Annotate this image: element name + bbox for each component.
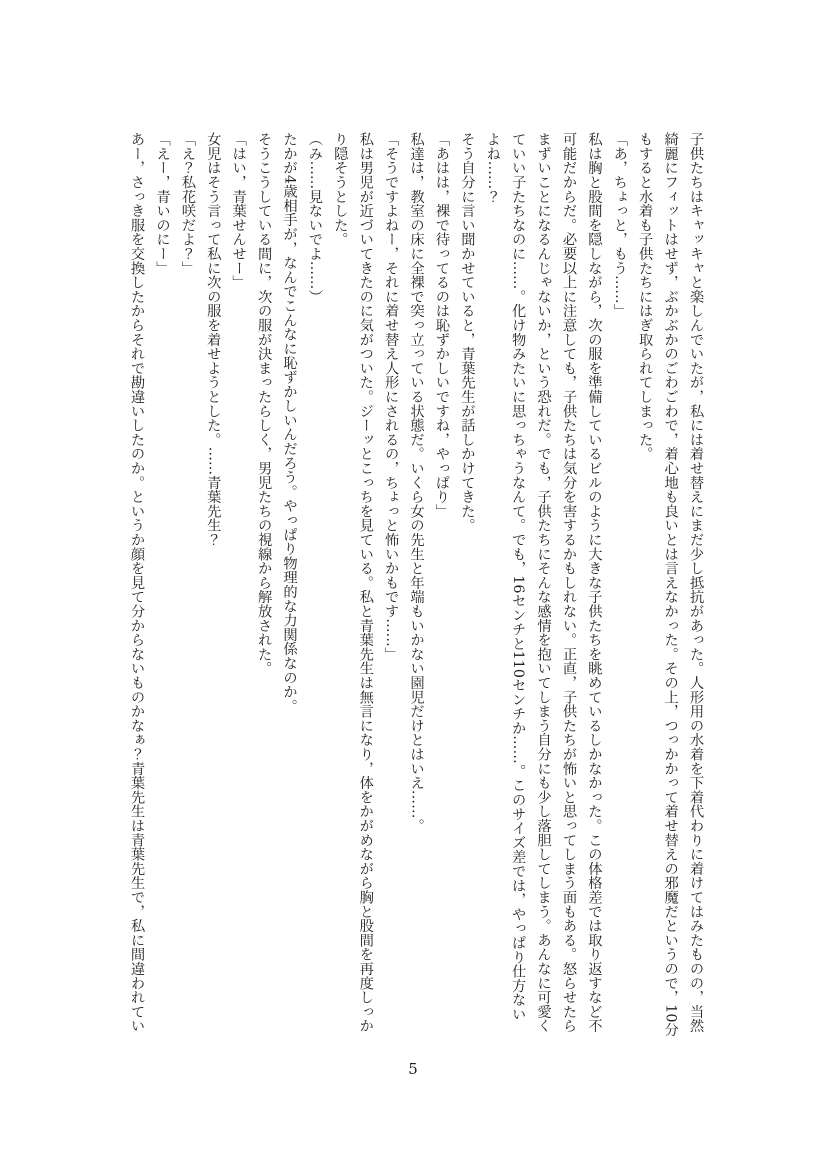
text-column: （み……見ないでよ……）: [306, 132, 323, 304]
text-column: 「あ，ちょっと，もう……」: [611, 132, 628, 318]
text-column: 子供たちはキャッキャと楽しんでいたが，私には着せ替えにまだ少し抵抗があった。人形用の水着を下着代わりに着けてはみたものの，当然: [688, 132, 704, 1033]
text-column: 「あはは，裸で待ってるのは恥ずかしいですね，やっぱり」: [433, 132, 450, 519]
text-column: 「えー，青いのにー」: [154, 132, 171, 275]
text-column: まずいことになるんじゃないか，という恐れだ。でも，子供たちにそんな感情を抱いてしまう自分にも少し落胆してしまう。あんなに可愛く: [535, 132, 552, 1033]
text-column: 私は男児が近づいてきたのに気がついた。ジーッとこっちを見ている。私と青葉先生は無言になり，体をかがめながら胸と股間を再度しっか: [357, 132, 374, 1033]
text-column: り隠そうとした。: [332, 132, 349, 247]
text-column: 「はい，青葉せんせー」: [230, 132, 247, 290]
text-column: よね……？: [484, 132, 501, 204]
text-column: 可能だからだ。必要以上に注意しても，子供たちは気分を害するかもしれない。正直，子供たちが怖いと思ってしまう面もある。怒らせたら: [560, 132, 577, 1033]
text-column: 私達は，教室の床に全裸で突っ立っている状態だ。いくら女の先生と年端もいかない園児だけとはいえ……。: [408, 132, 425, 833]
page-number: 5: [408, 1060, 418, 1078]
text-column: 「そうですよねー，それに着せ替え人形にされるの，ちょっと怖いかもです……」: [383, 132, 400, 662]
vertical-text-block: [124, 132, 708, 1052]
text-column: あー，さっき服を交換したからそれで勘違いしたのか。というか顔を見て分からないものかなぁ？青葉先生は青葉先生で，私に間違われてい: [129, 132, 146, 1033]
text-column: 綺麗にフィットはせず，ぶかぶかのごわごわで，着心地も良いとは言えなかった。その上，つっかかって着せ替えの邪魔だというので，10分: [662, 132, 679, 1037]
text-column: 「え？私花咲だよ？」: [179, 132, 196, 275]
text-column: そうこうしている間に，次の服が決まったらしく，男児たちの視線から解放された。: [256, 132, 273, 676]
text-column: たかが4歳相手が，なんでこんなに恥ずかしいんだろう。やっぱり物理的な力関係なのか。: [281, 132, 298, 714]
text-column: ていい子たちなのに……。化け物みたいに思っちゃうなんて。でも，16センチと110センチか……。このサイズ差では，やっぱり仕方ない: [510, 132, 527, 1022]
text-column: もすると水着も子供たちにはぎ取られてしまった。: [637, 132, 654, 461]
text-column: そう自分に言い聞かせていると，青葉先生が話しかけてきた。: [459, 132, 476, 533]
text-column: 女児はそう言って私に次の服を着せようとした。……青葉先生？: [205, 132, 222, 547]
text-column: 私は胸と股間を隠しながら，次の服を準備しているビルのように大きな子供たちを眺めているしかなかった。この体格差では取り返すなど不: [586, 132, 603, 1033]
